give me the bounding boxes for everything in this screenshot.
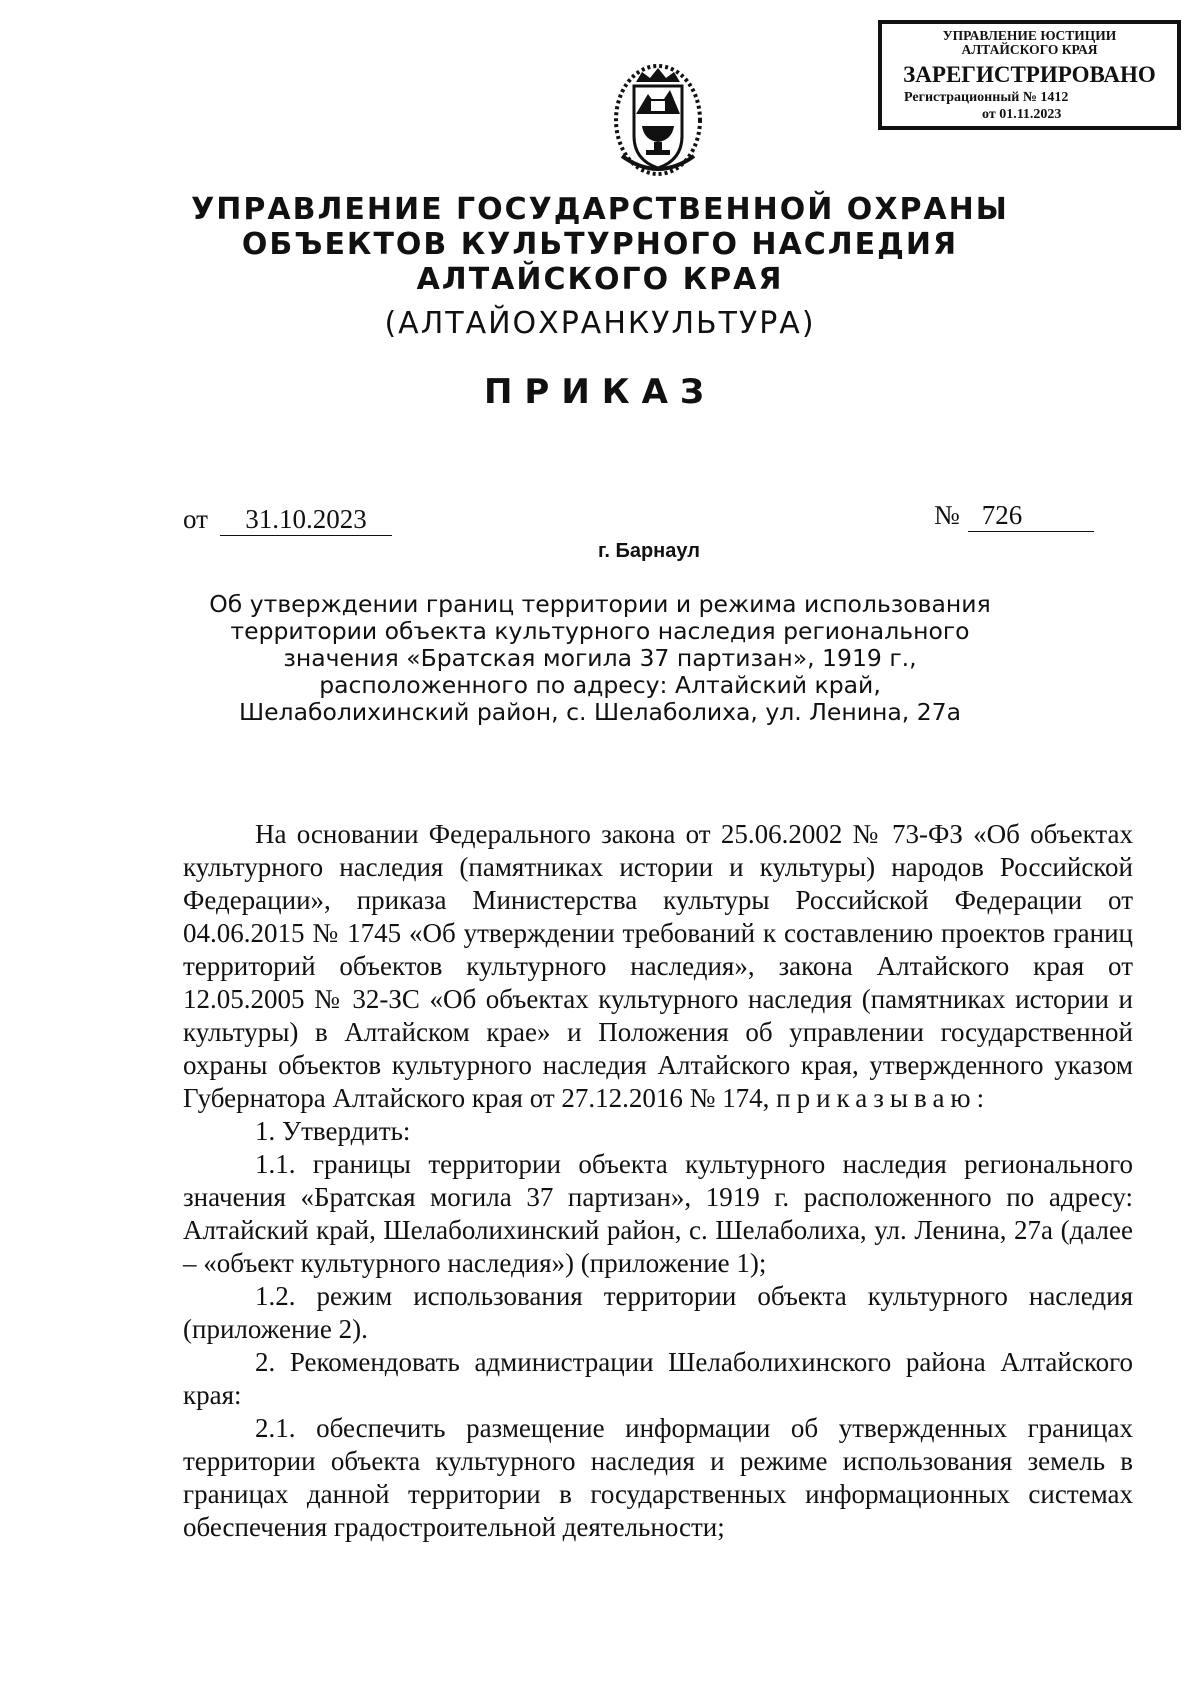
item-2: 2. Рекомендовать администрации Шелаболихинского района Алтайского края: bbox=[183, 1347, 1133, 1410]
stamp-org-line2: АЛТАЙСКОГО КРАЯ bbox=[961, 42, 1098, 57]
preamble-paragraph bbox=[183, 818, 1133, 1115]
date-value: 31.10.2023 bbox=[220, 504, 392, 536]
item-1: 1. Утвердить: bbox=[255, 1116, 411, 1146]
agency-name-line3: АЛТАЙСКОГО КРАЯ bbox=[416, 262, 784, 297]
agency-abbreviation: (АЛТАЙОХРАНКУЛЬТУРА) bbox=[384, 306, 816, 341]
number-value: 726 bbox=[968, 500, 1094, 532]
registration-stamp bbox=[878, 20, 1181, 130]
coat-of-arms-emblem bbox=[612, 60, 704, 184]
agency-name-line1: УПРАВЛЕНИЕ ГОСУДАРСТВЕННОЙ ОХРАНЫ bbox=[191, 192, 1009, 227]
title-line: расположенного по адресу: Алтайский край, bbox=[319, 671, 881, 699]
city: г. Барнаул bbox=[598, 540, 700, 562]
body-text bbox=[183, 818, 1133, 1544]
preamble-text: На основании Федерального закона от 25.06.2002 № 73-ФЗ «Об объектах культурного наследия (памятниках истории и культуры) народов Российской Федерации», приказа Министерства культуры Российской Федерации от 04.06.2015 № 1745 «Об утверждении требований к составлению проектов границ территорий объектов культурного наследия», закона Алтайского края от 12.05.2005 № 32-ЗС «Об объектах культурного наследия (памятниках истории и культуры) в Алтайском крае» и Положения об управлении государственной охраны объектов культурного наследия Алтайского края, утвержденного указом Губернатора Алтайского края от 27.12.2016 № 174, bbox=[183, 819, 1133, 1113]
stamp-reg-date: от 01.11.2023 bbox=[982, 107, 1062, 122]
stamp-status: ЗАРЕГИСТРИРОВАНО bbox=[903, 62, 1156, 87]
item-1-1: 1.1. границы территории объекта культурного наследия регионального значения «Братская могила 37 партизан», 1919 г. расположенного по адресу: Алтайский край, Шелаболихинский район, с. Шелаболиха, ул. Ленина, 27а (далее – «объект культурного наследия») (приложение 1); bbox=[183, 1149, 1133, 1278]
agency-name-line2: ОБЪЕКТОВ КУЛЬТУРНОГО НАСЛЕДИЯ bbox=[241, 227, 959, 262]
stamp-reg-number: Регистрационный № 1412 bbox=[904, 90, 1069, 105]
document-number bbox=[934, 500, 1094, 532]
item-2-1: 2.1. обеспечить размещение информации об утвержденных границах территории объекта культурного наследия и режиме использования земель в границах данной территории в государственных информационных системах обеспечения градостроительной деятельности; bbox=[183, 1413, 1133, 1542]
order-word: приказываю: bbox=[776, 1083, 991, 1113]
title-line: значения «Братская могила 37 партизан», 1919 г., bbox=[283, 644, 917, 672]
title-line: территории объекта культурного наследия регионального bbox=[230, 617, 970, 645]
stamp-org-line1: УПРАВЛЕНИЕ ЮСТИЦИИ bbox=[942, 28, 1117, 43]
title-line: Об утверждении границ территории и режима использования bbox=[209, 590, 991, 618]
document-date bbox=[183, 504, 392, 536]
title-line: Шелаболихинский район, с. Шелаболиха, ул. Ленина, 27а bbox=[238, 698, 962, 726]
item-1-2: 1.2. режим использования территории объекта культурного наследия (приложение 2). bbox=[183, 1281, 1133, 1344]
document-type: ПРИКАЗ bbox=[483, 372, 717, 412]
number-prefix: № bbox=[934, 500, 960, 530]
date-prefix: от bbox=[183, 504, 208, 534]
